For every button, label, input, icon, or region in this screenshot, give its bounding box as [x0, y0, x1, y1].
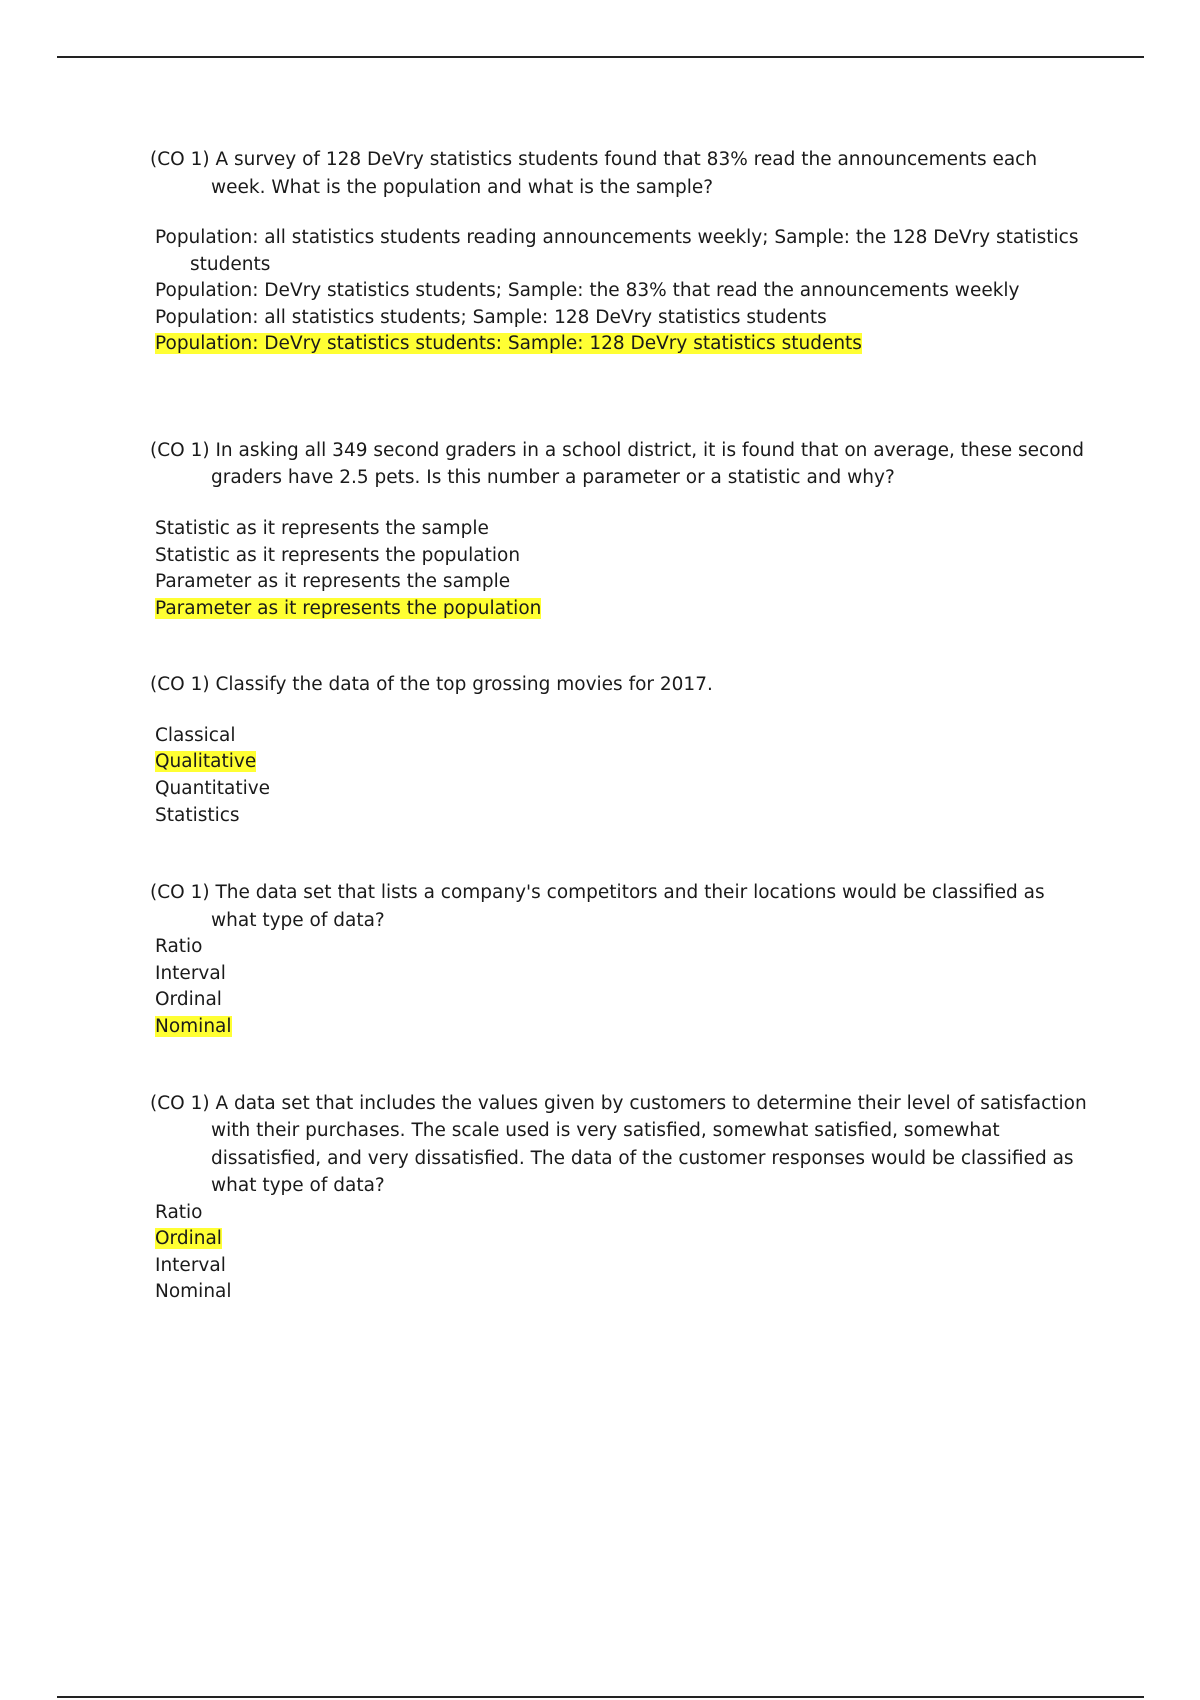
answer-option: Statistic as it represents the population: [155, 544, 521, 566]
answer-option: Quantitative: [155, 778, 271, 800]
answer-option: Statistic as it represents the sample: [155, 517, 489, 539]
answer-option: Ratio: [155, 936, 203, 958]
answer-options: [150, 1200, 1090, 1306]
answer-option-correct: Nominal: [155, 1016, 232, 1037]
question-3: [150, 671, 1090, 829]
question-stem: (CO 1) In asking all 349 second graders in a school district, it is found that on average, these second graders have 2.5 pets. Is this number a parameter or a statistic and why?: [150, 439, 1084, 489]
answer-option: Classical: [155, 724, 236, 746]
question-2: [150, 437, 1090, 622]
question-stem: (CO 1) A data set that includes the values given by customers to determine their level of satisfaction with their purchases. The scale used is very satisfied, somewhat satisfied, somewhat dissatisfied, and very dissatisfied. The data of the customer responses would be classified as what type of data?: [150, 1092, 1087, 1197]
answer-option: Ratio: [155, 1201, 203, 1223]
answer-option: Population: all statistics students; Sample: 128 DeVry statistics students: [155, 306, 827, 328]
answer-option: Statistics: [155, 804, 240, 826]
answer-option-correct: Parameter as it represents the population: [155, 597, 542, 619]
question-stem: (CO 1) A survey of 128 DeVry statistics students found that 83% read the announcements each week. What is the population and what is the sample?: [150, 149, 1038, 198]
answer-option: Interval: [155, 1254, 226, 1276]
answer-option: Population: DeVry statistics students; Sample: the 83% that read the announcements weekly: [155, 280, 1020, 302]
answer-option-correct: Qualitative: [155, 751, 257, 773]
question-1: [150, 146, 1090, 358]
bottom-rule: [57, 1696, 1144, 1698]
document-body: [150, 146, 1090, 1306]
question-4: [150, 879, 1090, 1040]
answer-option-correct: Population: DeVry statistics students: Sample: 128 DeVry statistics students: [155, 333, 862, 355]
top-rule: [57, 56, 1144, 58]
answer-option: Nominal: [155, 1281, 232, 1303]
answer-option-correct: Ordinal: [155, 1228, 222, 1250]
answer-options: [150, 934, 1090, 1040]
answer-options: [150, 225, 1090, 358]
answer-option: Interval: [155, 962, 226, 984]
question-5: [150, 1090, 1090, 1306]
answer-option: Parameter as it represents the sample: [155, 571, 511, 593]
question-stem: (CO 1) The data set that lists a company's competitors and their locations would be classified as what type of data?: [150, 882, 1045, 931]
answer-options: [150, 516, 1090, 622]
answer-option: Ordinal: [155, 989, 222, 1011]
question-stem: (CO 1) Classify the data of the top grossing movies for 2017.: [150, 674, 713, 696]
answer-options: [150, 723, 1090, 829]
answer-option: Population: all statistics students reading announcements weekly; Sample: the 128 DeVry statistics students: [155, 227, 1079, 275]
